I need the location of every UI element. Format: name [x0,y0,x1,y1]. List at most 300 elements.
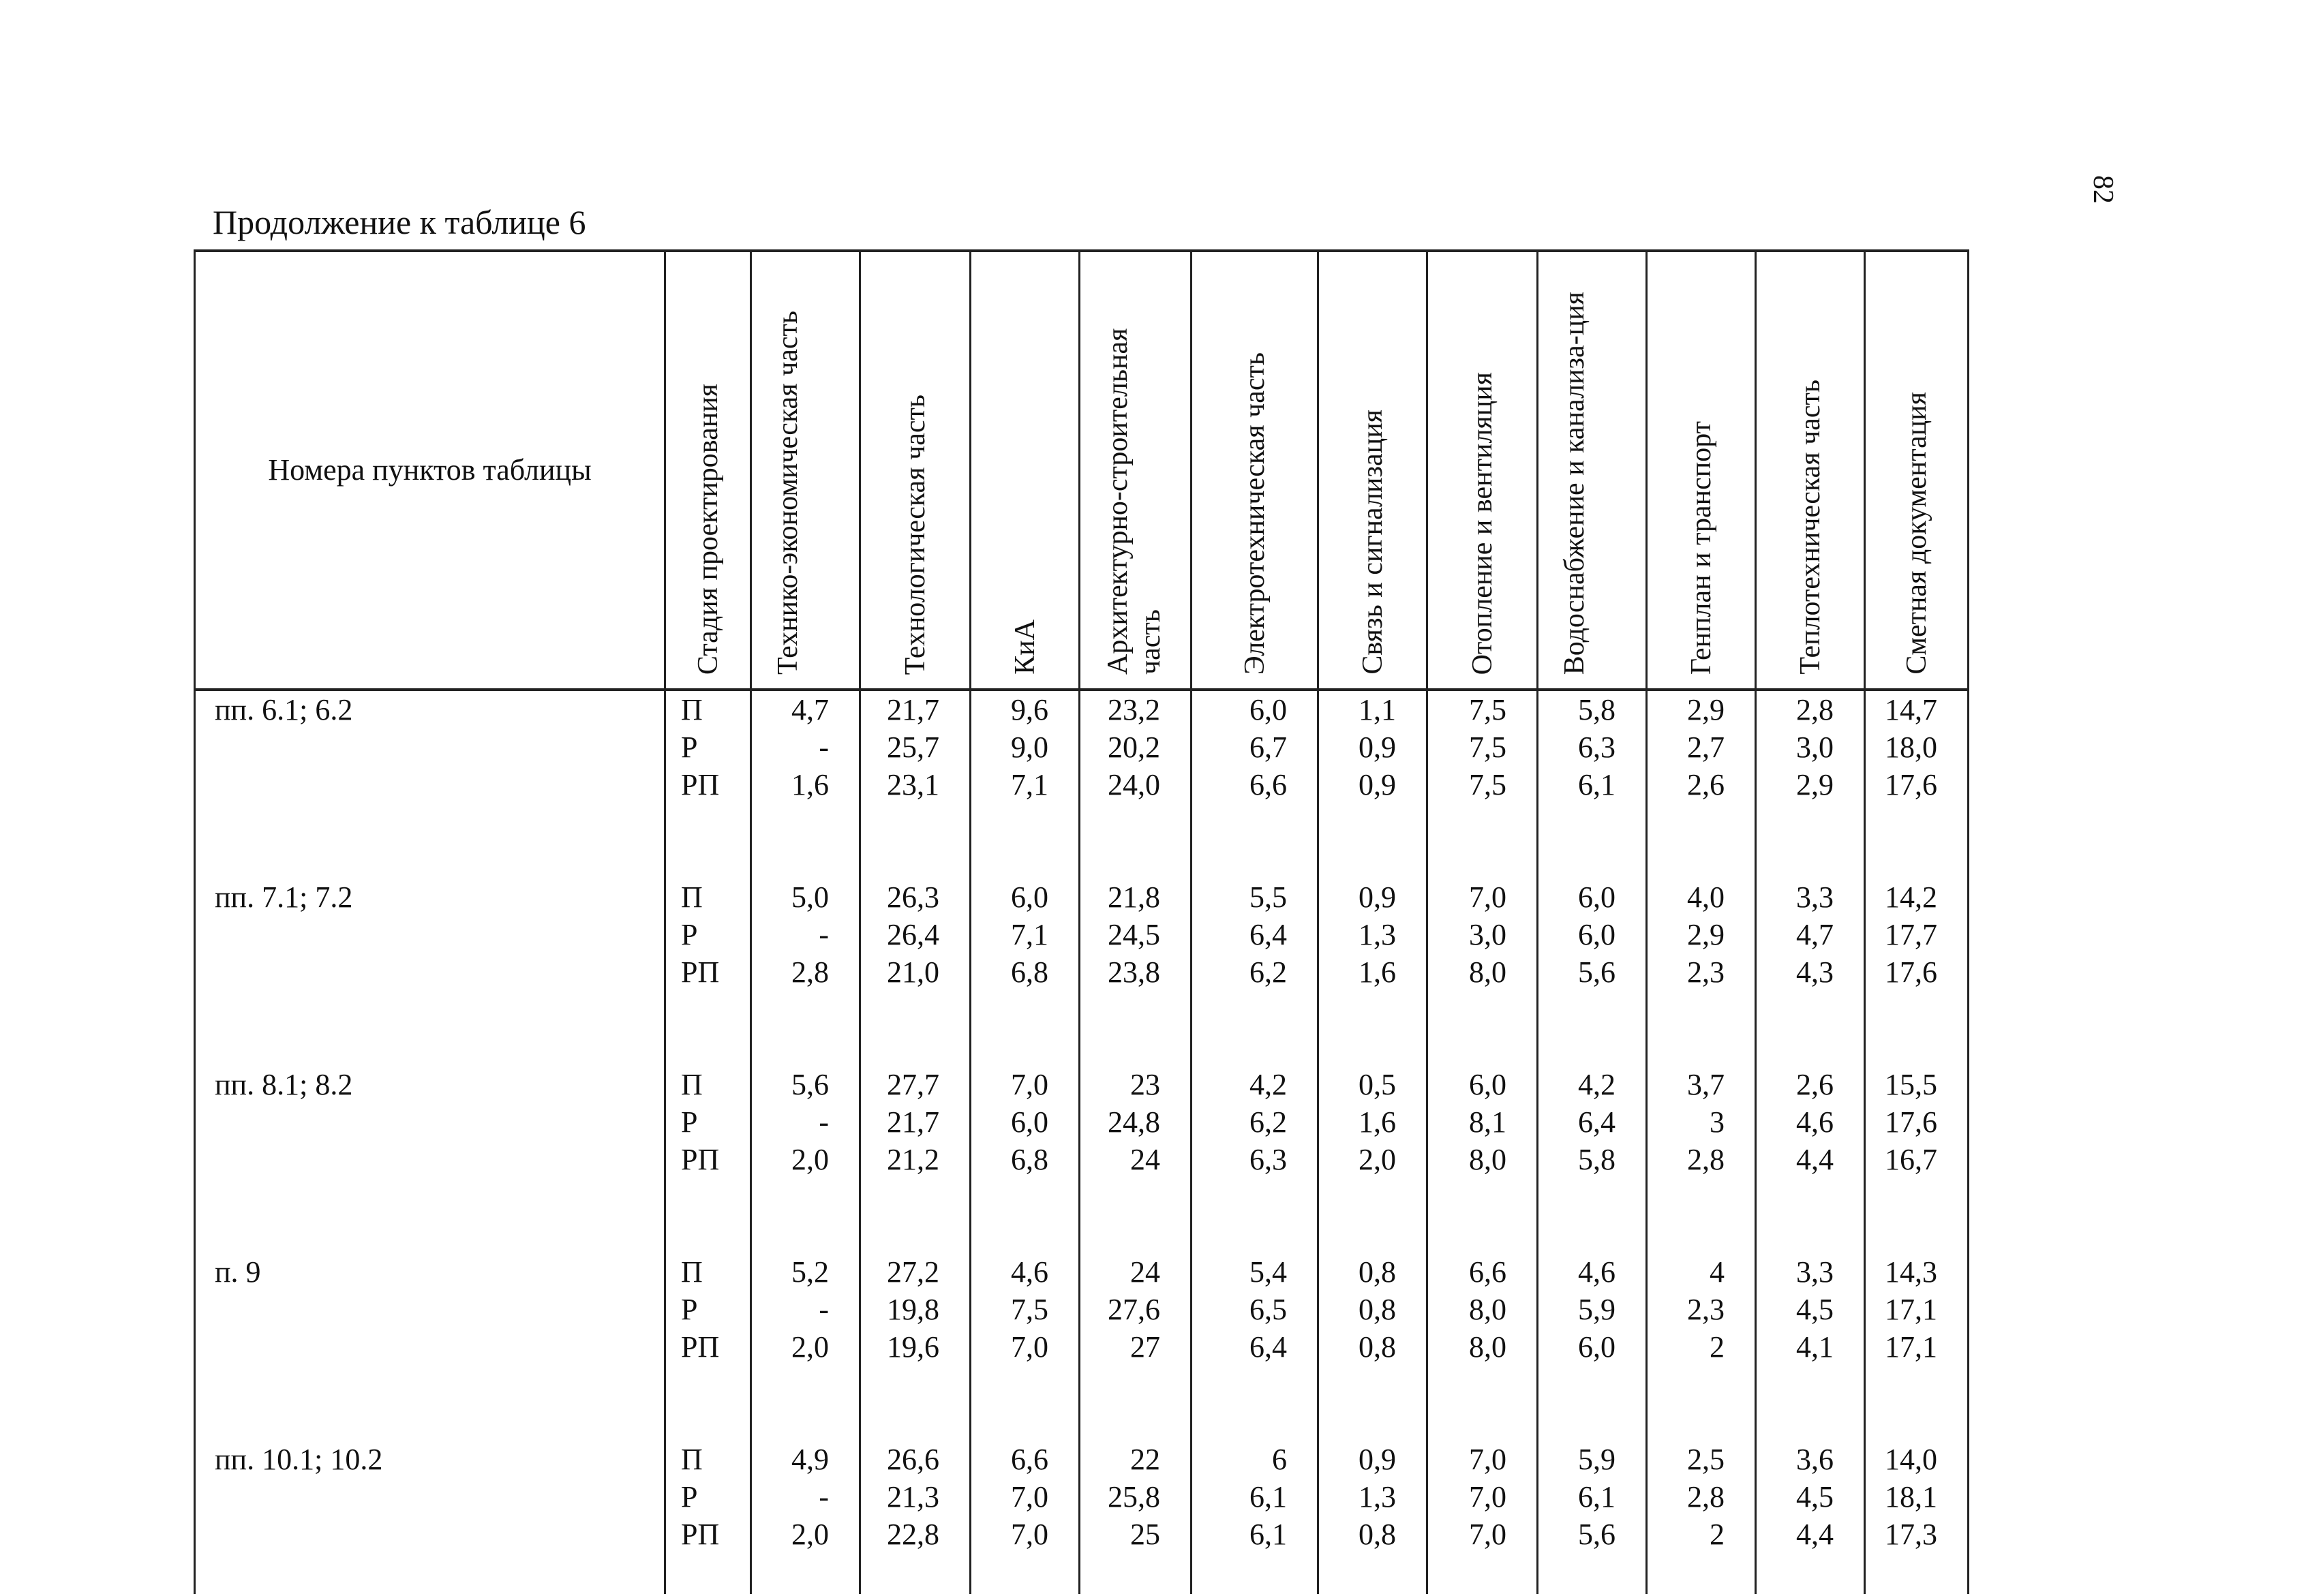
value-cell: 25 [1080,1516,1192,1553]
spacer-cell [751,1553,860,1594]
spacer-cell [1756,1553,1865,1594]
value-cell: 6,0 [1538,878,1647,916]
header-estimate [1865,251,1969,690]
value-cell: 23,1 [860,766,971,803]
value-cell: 5,6 [1538,1516,1647,1553]
value-cell: 2,3 [1647,1291,1756,1328]
header-kia-label: КиА [1009,619,1041,675]
value-cell: 27 [1080,1328,1192,1366]
group-spacer-row [195,1178,1969,1253]
spacer-cell [1080,1553,1192,1594]
value-cell: 14,2 [1865,878,1969,916]
group-spacer-row [195,991,1969,1066]
value-cell: 4,5 [1756,1291,1865,1328]
value-cell: 6,6 [1192,766,1318,803]
stage-cell: РП [665,953,751,991]
value-cell: 6,0 [1538,916,1647,953]
group-label-empty [195,1516,665,1553]
stage-cell: П [665,1066,751,1103]
value-cell: 6,1 [1192,1478,1318,1516]
header-communications [1318,251,1427,690]
header-heating [1427,251,1538,690]
value-cell: 6,0 [1427,1066,1538,1103]
data-table [194,249,1969,1594]
spacer-cell [1080,1178,1192,1253]
header-heating-label: Отопление и вентиляция [1466,371,1498,675]
header-water [1538,251,1647,690]
spacer-cell [971,1553,1080,1594]
value-cell: 8,1 [1427,1103,1538,1141]
value-cell: 2,0 [751,1328,860,1366]
value-cell: 1,6 [751,766,860,803]
spacer-cell [1865,803,1969,878]
value-cell: 6,1 [1538,1478,1647,1516]
value-cell: 5,4 [1192,1253,1318,1291]
value-cell: 4,7 [751,690,860,728]
header-architectural [1080,251,1192,690]
value-cell: 7,5 [1427,728,1538,766]
stage-cell: Р [665,1478,751,1516]
value-cell: 4,3 [1756,953,1865,991]
value-cell: 3 [1647,1103,1756,1141]
spacer-cell [1538,991,1647,1066]
stage-cell: РП [665,1328,751,1366]
value-cell: 7,0 [971,1478,1080,1516]
value-cell: 21,7 [860,690,971,728]
group-label-empty [195,1103,665,1141]
value-cell: 17,7 [1865,916,1969,953]
spacer-cell [1756,1178,1865,1253]
value-cell: 6,7 [1192,728,1318,766]
value-cell: 3,0 [1756,728,1865,766]
spacer-cell [1538,1553,1647,1594]
value-cell: 26,4 [860,916,971,953]
value-cell: 7,5 [1427,690,1538,728]
value-cell: 7,0 [1427,1441,1538,1478]
spacer-cell [1427,1178,1538,1253]
spacer-cell [860,803,971,878]
spacer-cell [1538,1366,1647,1441]
page-number: 82 [2087,175,2119,204]
spacer-cell [1318,1366,1427,1441]
value-cell: 24 [1080,1141,1192,1178]
value-cell: 6 [1192,1441,1318,1478]
value-cell: 5,9 [1538,1291,1647,1328]
value-cell: 24,8 [1080,1103,1192,1141]
value-cell: 17,1 [1865,1328,1969,1366]
table-caption: Продолжение к таблице 6 [213,203,586,241]
group-label: пп. 8.1; 8.2 [195,1066,665,1103]
value-cell: 27,2 [860,1253,971,1291]
spacer-cell [1192,1366,1318,1441]
value-cell: 4 [1647,1253,1756,1291]
value-cell: 9,6 [971,690,1080,728]
value-cell: 2 [1647,1328,1756,1366]
table-row [195,1253,1969,1291]
value-cell: 1,1 [1318,690,1427,728]
spacer-cell [1865,991,1969,1066]
value-cell: 6,3 [1192,1141,1318,1178]
value-cell: 22 [1080,1441,1192,1478]
group-label: пп. 6.1; 6.2 [195,690,665,728]
stage-cell: Р [665,1291,751,1328]
value-cell: 7,1 [971,766,1080,803]
value-cell: 8,0 [1427,953,1538,991]
value-cell: 4,0 [1647,878,1756,916]
spacer-cell [195,803,665,878]
group-label-empty [195,1328,665,1366]
value-cell: 6,0 [971,878,1080,916]
spacer-cell [1647,803,1756,878]
spacer-cell [860,1178,971,1253]
value-cell: 24,0 [1080,766,1192,803]
value-cell: 27,6 [1080,1291,1192,1328]
value-cell: 0,8 [1318,1253,1427,1291]
group-label-empty [195,1291,665,1328]
value-cell: 4,2 [1192,1066,1318,1103]
data-table-container [194,249,1967,1551]
group-label-empty [195,1141,665,1178]
spacer-cell [195,1178,665,1253]
value-cell: 8,0 [1427,1141,1538,1178]
spacer-cell [1318,1553,1427,1594]
value-cell: 6,6 [971,1441,1080,1478]
group-spacer-row [195,1553,1969,1594]
value-cell: 5,2 [751,1253,860,1291]
header-tech-econ [751,251,860,690]
spacer-cell [860,1366,971,1441]
value-cell: 7,5 [971,1291,1080,1328]
value-cell: 17,6 [1865,1103,1969,1141]
value-cell: 4,1 [1756,1328,1865,1366]
value-cell: 4,4 [1756,1516,1865,1553]
spacer-cell [751,1366,860,1441]
value-cell: 2,6 [1756,1066,1865,1103]
value-cell: 6,3 [1538,728,1647,766]
table-header-row [195,251,1969,690]
group-label: п. 9 [195,1253,665,1291]
value-cell: 20,2 [1080,728,1192,766]
value-cell: 17,6 [1865,953,1969,991]
spacer-cell [195,1553,665,1594]
table-row [195,1141,1969,1178]
spacer-cell [971,991,1080,1066]
spacer-cell [1427,991,1538,1066]
spacer-cell [1192,1178,1318,1253]
table-row [195,1441,1969,1478]
value-cell: 3,6 [1756,1441,1865,1478]
value-cell: 4,7 [1756,916,1865,953]
spacer-cell [1318,1178,1427,1253]
value-cell: - [751,1103,860,1141]
value-cell: 26,3 [860,878,971,916]
value-cell: 6,2 [1192,1103,1318,1141]
value-cell: 16,7 [1865,1141,1969,1178]
stage-cell: РП [665,766,751,803]
value-cell: 3,7 [1647,1066,1756,1103]
spacer-cell [1647,1553,1756,1594]
spacer-cell [665,1366,751,1441]
spacer-cell [971,1178,1080,1253]
group-label: пп. 10.1; 10.2 [195,1441,665,1478]
spacer-cell [1080,803,1192,878]
stage-cell: П [665,1253,751,1291]
group-label-empty [195,916,665,953]
table-row [195,1478,1969,1516]
spacer-cell [1427,1553,1538,1594]
spacer-cell [665,991,751,1066]
value-cell: 24 [1080,1253,1192,1291]
value-cell: 21,2 [860,1141,971,1178]
value-cell: 3,3 [1756,1253,1865,1291]
group-label-empty [195,728,665,766]
value-cell: 7,5 [1427,766,1538,803]
value-cell: 0,9 [1318,1441,1427,1478]
value-cell: 6,6 [1427,1253,1538,1291]
value-cell: 21,8 [1080,878,1192,916]
spacer-cell [1318,803,1427,878]
value-cell: 1,6 [1318,953,1427,991]
value-cell: 5,8 [1538,690,1647,728]
table-row [195,1103,1969,1141]
value-cell: 5,6 [751,1066,860,1103]
spacer-cell [665,1178,751,1253]
stage-cell: Р [665,916,751,953]
value-cell: 6,4 [1192,916,1318,953]
header-technological [860,251,971,690]
spacer-cell [1318,991,1427,1066]
stage-cell: РП [665,1516,751,1553]
table-row [195,953,1969,991]
value-cell: 7,1 [971,916,1080,953]
value-cell: 23 [1080,1066,1192,1103]
value-cell: 0,5 [1318,1066,1427,1103]
header-estimate-label: Сметная документация [1900,392,1932,675]
value-cell: 19,8 [860,1291,971,1328]
value-cell: 7,0 [971,1328,1080,1366]
value-cell: 2,0 [751,1516,860,1553]
spacer-cell [860,991,971,1066]
header-water-label: Водоснабжение и канализа-ция [1558,291,1590,675]
table-row [195,766,1969,803]
header-genplan [1647,251,1756,690]
value-cell: 23,2 [1080,690,1192,728]
value-cell: 4,6 [971,1253,1080,1291]
value-cell: 25,7 [860,728,971,766]
value-cell: 2,9 [1647,916,1756,953]
header-kia [971,251,1080,690]
header-genplan-label: Генплан и транспорт [1685,420,1717,675]
value-cell: 4,5 [1756,1478,1865,1516]
group-label-empty [195,953,665,991]
value-cell: - [751,916,860,953]
value-cell: 4,4 [1756,1141,1865,1178]
value-cell: 2,3 [1647,953,1756,991]
stage-cell: П [665,878,751,916]
spacer-cell [1192,1553,1318,1594]
table-row [195,690,1969,728]
value-cell: 0,9 [1318,878,1427,916]
value-cell: 2 [1647,1516,1756,1553]
spacer-cell [1756,1366,1865,1441]
value-cell: 18,0 [1865,728,1969,766]
stage-cell: РП [665,1141,751,1178]
value-cell: 17,1 [1865,1291,1969,1328]
table-row [195,878,1969,916]
spacer-cell [751,1178,860,1253]
table-row [195,1066,1969,1103]
value-cell: 5,8 [1538,1141,1647,1178]
stage-cell: Р [665,1103,751,1141]
spacer-cell [665,1553,751,1594]
value-cell: 4,9 [751,1441,860,1478]
value-cell: 6,0 [1538,1328,1647,1366]
spacer-cell [1538,803,1647,878]
stage-cell: П [665,1441,751,1478]
spacer-cell [860,1553,971,1594]
value-cell: 1,3 [1318,1478,1427,1516]
value-cell: 2,8 [1647,1141,1756,1178]
value-cell: 25,8 [1080,1478,1192,1516]
header-stage [665,251,751,690]
spacer-cell [1538,1178,1647,1253]
header-tech-econ-label: Технико-экономическая часть [772,311,804,675]
value-cell: 2,6 [1647,766,1756,803]
value-cell: 4,6 [1756,1103,1865,1141]
value-cell: 24,5 [1080,916,1192,953]
value-cell: 6,0 [1192,690,1318,728]
value-cell: 3,0 [1427,916,1538,953]
table-row [195,1328,1969,1366]
value-cell: 4,6 [1538,1253,1647,1291]
value-cell: 21,0 [860,953,971,991]
value-cell: 27,7 [860,1066,971,1103]
header-point-numbers: Номера пунктов таблицы [195,251,665,690]
value-cell: 6,0 [971,1103,1080,1141]
spacer-cell [971,1366,1080,1441]
value-cell: 1,3 [1318,916,1427,953]
value-cell: 17,3 [1865,1516,1969,1553]
value-cell: 2,9 [1756,766,1865,803]
spacer-cell [195,991,665,1066]
table-row [195,1291,1969,1328]
spacer-cell [1647,1366,1756,1441]
spacer-cell [1427,803,1538,878]
table-row [195,1516,1969,1553]
value-cell: 19,6 [860,1328,971,1366]
value-cell: 0,8 [1318,1291,1427,1328]
value-cell: 22,8 [860,1516,971,1553]
table-row [195,728,1969,766]
spacer-cell [971,803,1080,878]
value-cell: 5,9 [1538,1441,1647,1478]
group-spacer-row [195,1366,1969,1441]
spacer-cell [1080,991,1192,1066]
header-electrical [1192,251,1318,690]
value-cell: 8,0 [1427,1328,1538,1366]
group-spacer-row [195,803,1969,878]
value-cell: - [751,728,860,766]
header-architectural-label: Архитектурно-строительная часть [1102,328,1166,675]
spacer-cell [1192,803,1318,878]
value-cell: 9,0 [971,728,1080,766]
value-cell: 18,1 [1865,1478,1969,1516]
value-cell: 5,5 [1192,878,1318,916]
header-thermal-label: Теплотехническая часть [1794,380,1826,675]
value-cell: 14,0 [1865,1441,1969,1478]
value-cell: 8,0 [1427,1291,1538,1328]
table-body [195,690,1969,1594]
value-cell: 0,9 [1318,728,1427,766]
spacer-cell [1756,803,1865,878]
group-label: пп. 7.1; 7.2 [195,878,665,916]
value-cell: 5,0 [751,878,860,916]
spacer-cell [1865,1553,1969,1594]
header-communications-label: Связь и сигнализация [1356,410,1389,675]
header-electrical-label: Электротехническая часть [1239,352,1271,675]
value-cell: 6,1 [1538,766,1647,803]
value-cell: 14,3 [1865,1253,1969,1291]
spacer-cell [1756,991,1865,1066]
value-cell: - [751,1291,860,1328]
table-row [195,916,1969,953]
value-cell: - [751,1478,860,1516]
value-cell: 7,0 [971,1066,1080,1103]
spacer-cell [1080,1366,1192,1441]
value-cell: 2,0 [1318,1141,1427,1178]
value-cell: 6,4 [1192,1328,1318,1366]
header-thermal [1756,251,1865,690]
value-cell: 6,8 [971,1141,1080,1178]
value-cell: 1,6 [1318,1103,1427,1141]
spacer-cell [751,991,860,1066]
value-cell: 26,6 [860,1441,971,1478]
value-cell: 7,0 [1427,1516,1538,1553]
spacer-cell [195,1366,665,1441]
stage-cell: П [665,690,751,728]
value-cell: 21,7 [860,1103,971,1141]
value-cell: 3,3 [1756,878,1865,916]
group-label-empty [195,766,665,803]
value-cell: 0,9 [1318,766,1427,803]
value-cell: 0,8 [1318,1328,1427,1366]
value-cell: 6,2 [1192,953,1318,991]
value-cell: 17,6 [1865,766,1969,803]
value-cell: 0,8 [1318,1516,1427,1553]
value-cell: 2,7 [1647,728,1756,766]
value-cell: 2,9 [1647,690,1756,728]
value-cell: 14,7 [1865,690,1969,728]
spacer-cell [1865,1178,1969,1253]
value-cell: 4,2 [1538,1066,1647,1103]
stage-cell: Р [665,728,751,766]
header-technological-label: Технологическая часть [899,394,931,675]
spacer-cell [1427,1366,1538,1441]
value-cell: 7,0 [1427,1478,1538,1516]
group-label-empty [195,1478,665,1516]
spacer-cell [1192,991,1318,1066]
value-cell: 6,1 [1192,1516,1318,1553]
value-cell: 15,5 [1865,1066,1969,1103]
value-cell: 2,5 [1647,1441,1756,1478]
header-stage-label: Стадия проектирования [692,383,724,675]
spacer-cell [751,803,860,878]
value-cell: 7,0 [971,1516,1080,1553]
value-cell: 6,4 [1538,1103,1647,1141]
value-cell: 2,8 [751,953,860,991]
value-cell: 5,6 [1538,953,1647,991]
value-cell: 6,5 [1192,1291,1318,1328]
